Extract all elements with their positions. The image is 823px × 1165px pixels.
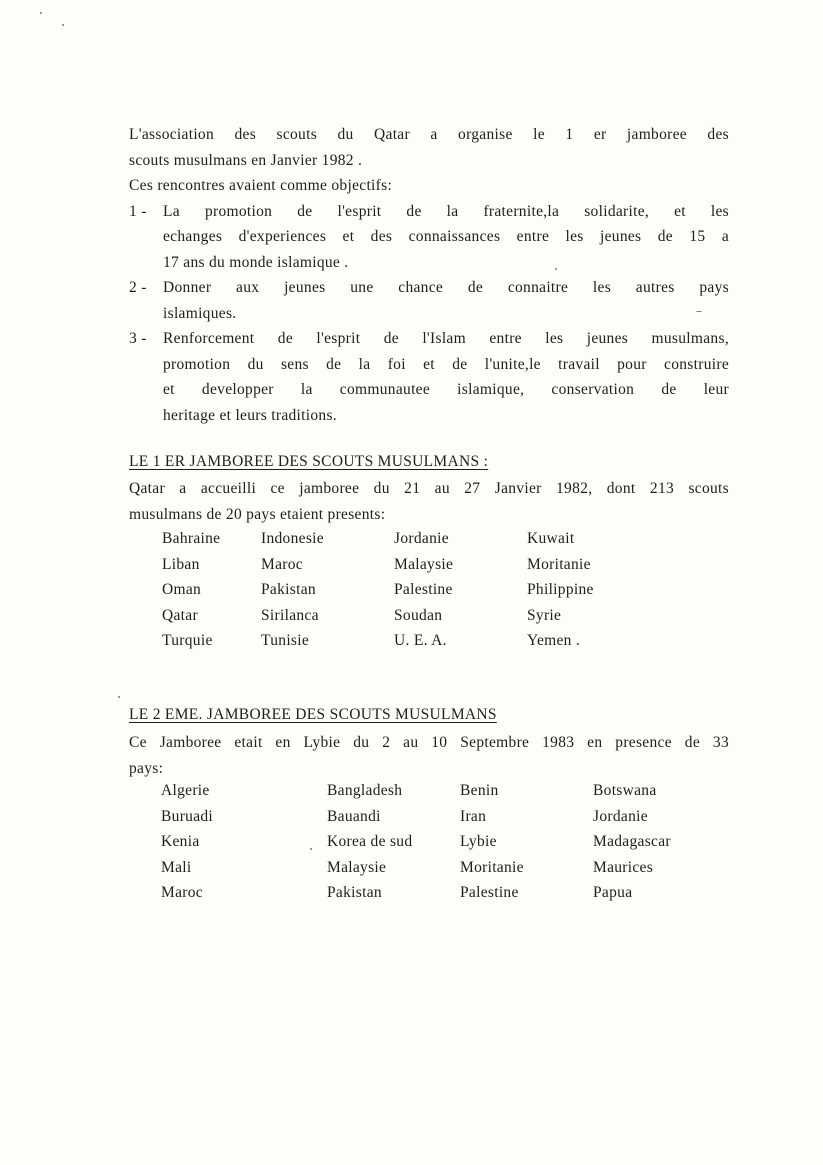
country-cell: Iran (460, 807, 487, 825)
country-cell: Jordanie (593, 807, 648, 825)
country-cell: Jordanie (394, 530, 449, 547)
country-cell: Malaysie (327, 858, 387, 876)
table-row (161, 880, 671, 906)
country-cell: Palestine (394, 581, 453, 598)
table-row (161, 855, 671, 881)
intro-line-3: Ces rencontres avaient comme objectifs: (129, 177, 393, 194)
objective-line: heritage et leurs traditions. (163, 406, 337, 424)
objective-line: echanges d'experiences et des connaissances entre les jeunes de 15 a (163, 228, 729, 245)
country-cell: Pakistan (327, 884, 382, 901)
section-1-paragraph (129, 476, 729, 527)
country-cell: Soudan (394, 606, 443, 624)
section-2-paragraph (129, 730, 729, 781)
objective-number: 2 - (129, 279, 147, 296)
country-cell: Sirilanca (261, 606, 319, 624)
section-2-line-1: Ce Jamboree etait en Lybie du 2 au 10 Septembre 1983 en presence de 33 (129, 734, 729, 751)
country-cell: Moritanie (527, 555, 591, 573)
table-row (161, 804, 671, 830)
country-cell: Kuwait (527, 530, 575, 547)
table-row (162, 577, 594, 603)
section-2-line-2: pays: (129, 759, 164, 777)
country-cell: Maroc (261, 555, 303, 573)
section-1-line-1: Qatar a accueilli ce jamboree du 21 au 27 Janvier 1982, dont 213 scouts (129, 480, 729, 497)
scan-speck (62, 24, 64, 26)
country-cell: Moritanie (460, 858, 524, 876)
table-row (161, 778, 671, 804)
intro-line-1: L'association des scouts du Qatar a organise le 1 er jamboree des (129, 126, 729, 143)
country-cell: Mali (161, 858, 192, 876)
country-cell: U. E. A. (394, 632, 447, 649)
section-1-heading: LE 1 ER JAMBOREE DES SCOUTS MUSULMANS : (129, 453, 489, 470)
objective-line: 17 ans du monde islamique . (163, 253, 349, 271)
country-cell: Turquie (162, 632, 213, 649)
country-cell: Tunisie (261, 632, 310, 649)
objective-line: La promotion de l'esprit de la fraternite,la solidarite, et les (163, 202, 729, 220)
country-cell: Palestine (460, 884, 519, 901)
objective-item-2 (129, 275, 729, 326)
section-1-line-2: musulmans de 20 pays etaient presents: (129, 505, 386, 523)
section-2-country-table (161, 778, 671, 906)
country-cell: Indonesie (261, 530, 324, 547)
objective-item-1 (129, 199, 729, 276)
country-cell: Liban (162, 555, 200, 573)
country-cell: Kenia (161, 833, 200, 850)
country-cell: Bahraine (162, 530, 221, 547)
country-cell: Korea de sud (327, 833, 413, 850)
country-cell: Botswana (593, 782, 657, 799)
section-2-heading: LE 2 EME. JAMBOREE DES SCOUTS MUSULMANS (129, 706, 497, 723)
section-1-country-table (162, 526, 594, 654)
country-cell: Benin (460, 782, 499, 799)
objective-number: 1 - (129, 202, 147, 220)
objective-line: islamiques. (163, 304, 237, 322)
country-cell: Oman (162, 581, 202, 598)
table-row (162, 628, 594, 654)
country-cell: Bangladesh (327, 782, 403, 799)
intro-line-2: scouts musulmans en Janvier 1982 . (129, 151, 363, 169)
scan-speck (40, 12, 42, 14)
country-cell: Bauandi (327, 807, 381, 825)
objective-item-3 (129, 326, 729, 428)
country-cell: Buruadi (161, 807, 214, 825)
country-cell: Algerie (161, 782, 210, 799)
country-cell: Philippine (527, 581, 594, 598)
country-cell: Papua (593, 884, 633, 901)
intro-paragraph (129, 122, 729, 428)
country-cell: Syrie (527, 606, 562, 624)
country-cell: Maroc (161, 884, 203, 901)
country-cell: Maurices (593, 858, 654, 876)
table-row (161, 829, 671, 855)
table-row (162, 552, 594, 578)
country-cell: Malaysie (394, 555, 454, 573)
scan-speck (118, 696, 120, 698)
objective-line: Donner aux jeunes une chance de connaitre les autres pays (163, 279, 729, 296)
objective-line: et developper la communautee islamique, conservation de leur (163, 381, 729, 398)
country-cell: Lybie (460, 833, 497, 850)
table-row (162, 603, 594, 629)
objective-line: Renforcement de l'esprit de l'Islam entre les jeunes musulmans, (163, 330, 729, 347)
country-cell: Pakistan (261, 581, 316, 598)
country-cell: Yemen . (527, 632, 581, 649)
objective-line: promotion du sens de la foi et de l'unite,le travail pour construire (163, 355, 729, 373)
objective-number: 3 - (129, 330, 147, 347)
table-row (162, 526, 594, 552)
country-cell: Madagascar (593, 833, 671, 850)
country-cell: Qatar (162, 606, 198, 624)
